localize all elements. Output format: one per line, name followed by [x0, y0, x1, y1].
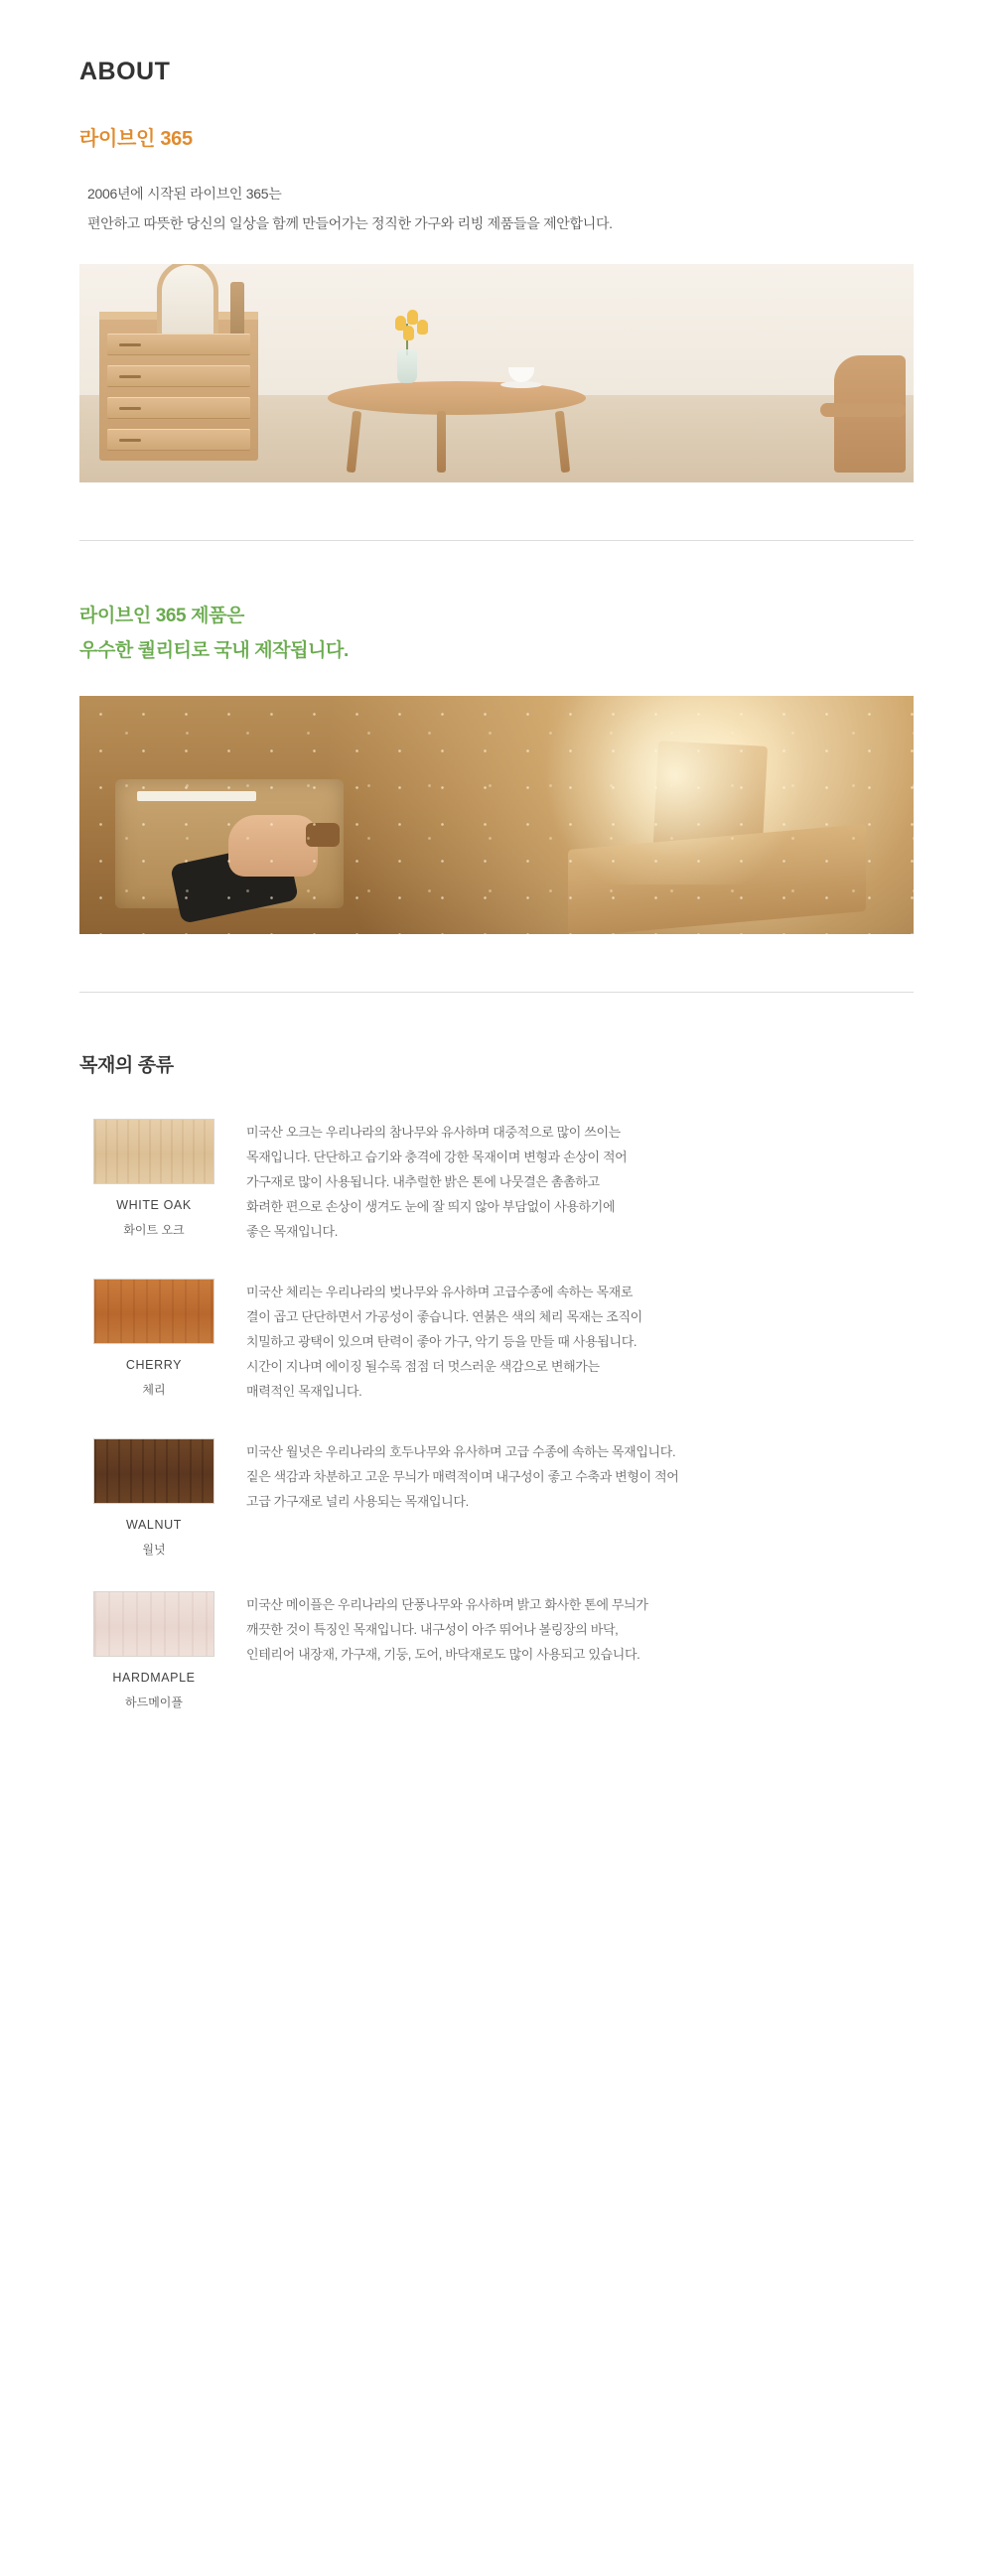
wood-item — [79, 1279, 914, 1405]
wood-swatch-block — [79, 1119, 228, 1238]
wood-desc-line: 가구재로 많이 사용됩니다. 내추럴한 밝은 톤에 나뭇결은 촘촘하고 — [246, 1174, 600, 1190]
drawer-pull — [119, 375, 141, 378]
brand-title: 라이브인 365 — [79, 128, 193, 150]
wood-name-en: WHITE OAK — [116, 1198, 192, 1213]
mirror-icon — [157, 264, 218, 339]
quality-headline-line-2: 우수한 퀄리티로 국내 제작됩니다. — [79, 640, 349, 662]
drawer-pull — [119, 439, 141, 442]
wooden-chair — [834, 355, 906, 473]
workshop-photo — [79, 696, 914, 934]
section-divider — [79, 540, 914, 541]
drawer-pull — [119, 343, 141, 346]
wood-desc-line: 좋은 목재입니다. — [246, 1224, 338, 1240]
wood-description — [228, 1119, 914, 1245]
glass-vase — [397, 349, 417, 383]
drawer — [107, 429, 250, 451]
round-table — [328, 381, 586, 415]
wood-swatch-block — [79, 1279, 228, 1398]
wood-description — [228, 1591, 914, 1668]
wood-desc-line: 시간이 지나며 에이징 될수록 점점 더 멋스러운 색감으로 변해가는 — [246, 1359, 600, 1375]
tulip-flower — [417, 320, 428, 335]
walnut-swatch — [93, 1438, 214, 1504]
wood-desc-line: 짙은 색감과 차분하고 고운 무늬가 매력적이며 내구성이 좋고 수축과 변형이 적어 — [246, 1468, 679, 1484]
wood-desc-line: 미국산 오크는 우리나라의 참나무와 유사하며 대중적으로 많이 쓰이는 — [246, 1125, 621, 1141]
wood-desc-line: 미국산 월넛은 우리나라의 호두나무와 유사하며 고급 수종에 속하는 목재입니다. — [246, 1444, 676, 1459]
wood-item — [79, 1119, 914, 1245]
wood-name-kr: 월넛 — [142, 1543, 166, 1557]
wood-name-kr: 하드메이플 — [125, 1695, 183, 1709]
cherry-swatch — [93, 1279, 214, 1344]
wood-section-title: 목재의 종류 — [79, 1055, 174, 1077]
wood-desc-line: 깨끗한 것이 특징인 목재입니다. 내구성이 아주 뛰어나 볼링장의 바닥, — [246, 1621, 619, 1637]
wood-desc-line: 인테리어 내장재, 가구재, 기둥, 도어, 바닥재로도 많이 사용되고 있습니다. — [246, 1646, 640, 1662]
drawer — [107, 365, 250, 387]
tulip-flower — [403, 326, 414, 340]
page-title: ABOUT — [79, 58, 171, 85]
hardmaple-swatch — [93, 1591, 214, 1657]
wood-swatch-block — [79, 1438, 228, 1558]
interior-room-photo — [79, 264, 914, 482]
wood-description — [228, 1438, 914, 1515]
wood-name-en: WALNUT — [126, 1518, 182, 1532]
wood-desc-line: 치밀하고 광택이 있으며 탄력이 좋아 가구, 악기 등을 만들 때 사용됩니다. — [246, 1334, 638, 1350]
white-oak-swatch — [93, 1119, 214, 1184]
wood-name-kr: 체리 — [142, 1383, 166, 1398]
wood-desc-line: 목재입니다. 단단하고 습기와 충격에 강한 목재이며 변형과 손상이 적어 — [246, 1150, 628, 1165]
drawer — [107, 334, 250, 355]
wood-desc-line: 결이 곱고 단단하면서 가공성이 좋습니다. 연붉은 색의 체리 목재는 조직이 — [246, 1309, 642, 1325]
intro-line-2: 편안하고 따뜻한 당신의 일상을 함께 만들어가는 정직한 가구와 리빙 제품들을 제안합니다. — [87, 215, 613, 232]
drawer — [107, 397, 250, 419]
wood-item — [79, 1591, 914, 1710]
wood-desc-line: 매력적인 목재입니다. — [246, 1384, 362, 1400]
wood-desc-line: 고급 가구재로 널리 사용되는 목재입니다. — [246, 1493, 469, 1509]
intro-paragraph — [87, 179, 914, 238]
intro-line-1: 2006년에 시작된 라이브인 365는 — [87, 186, 282, 202]
wood-desc-line: 미국산 메이플은 우리나라의 단풍나무와 유사하며 밝고 화사한 톤에 무늬가 — [246, 1597, 648, 1612]
wood-item — [79, 1438, 914, 1558]
dresser-furniture — [99, 312, 258, 461]
tall-vase — [230, 282, 244, 338]
wood-name-en: CHERRY — [125, 1358, 183, 1373]
quality-headline — [79, 599, 914, 668]
wood-swatch-block — [79, 1591, 228, 1710]
wood-name-en: HARDMAPLE — [112, 1671, 196, 1685]
quality-headline-line-1: 라이브인 365 제품은 — [79, 606, 244, 627]
wood-description — [228, 1279, 914, 1405]
wood-desc-line: 화려한 편으로 손상이 생겨도 눈에 잘 띄지 않아 부담없이 사용하기에 — [246, 1199, 616, 1215]
table-leg — [437, 411, 446, 473]
sawdust-particles — [79, 696, 914, 934]
wood-desc-line: 미국산 체리는 우리나라의 벚나무와 유사하며 고급수종에 속하는 목재로 — [246, 1285, 634, 1300]
wood-name-kr: 화이트 오크 — [123, 1223, 185, 1238]
section-divider — [79, 992, 914, 993]
drawer-pull — [119, 407, 141, 410]
